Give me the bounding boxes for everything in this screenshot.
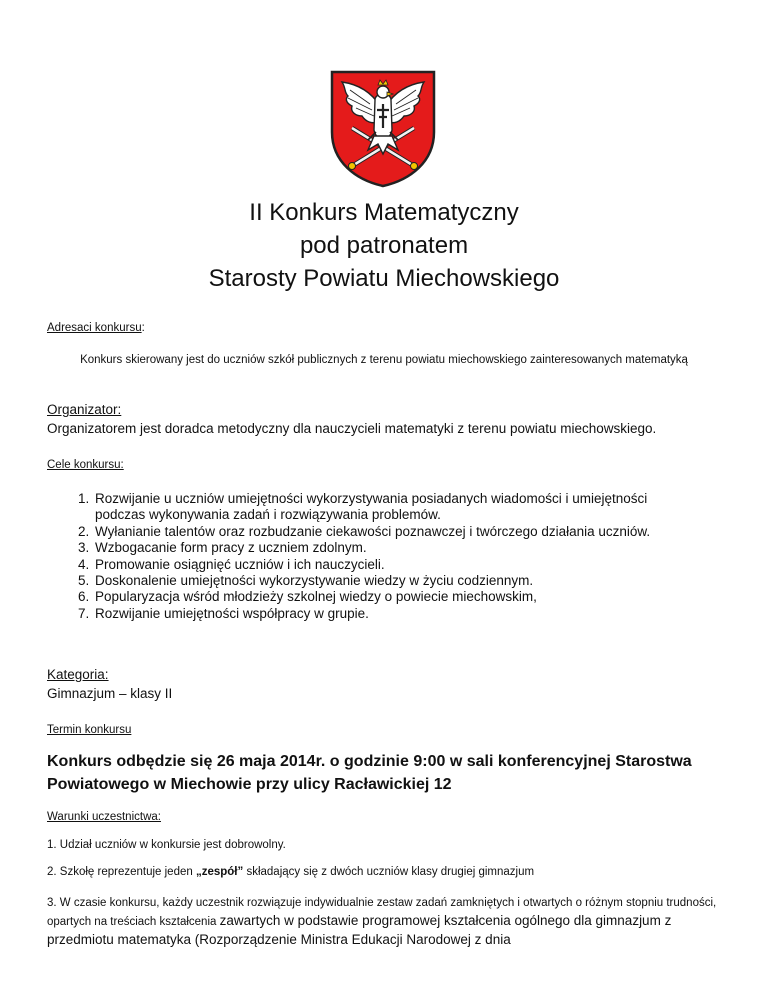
goal-item-5: 5. Doskonalenie umiejętności wykorzystywanie wiedzy w życiu codziennym. bbox=[93, 573, 682, 589]
goal-item-4: 4. Promowanie osiągnięć uczniów i ich nauczycieli. bbox=[93, 557, 682, 573]
date-text: Konkurs odbędzie się 26 maja 2014r. o godzinie 9:00 w sali konferencyjnej Starostwa Powiatowego w Miechowie przy ulicy Racławickiej 12 bbox=[47, 753, 692, 793]
document-title bbox=[0, 196, 768, 295]
condition-3: 3. W czasie konkursu, każdy uczestnik rozwiązuje indywidualnie zestaw zadań zamkniętych i otwartych o różnym stopniu trudności, opartych na treściach kształcenia zawartych w podstawie programowej kształcenia ogólnego dla gimnazjum z przedmiotu matematyka (Rozporządzenie Ministra Edukacji Narodowej z dnia bbox=[47, 897, 717, 947]
conditions-heading: Warunki uczestnictwa: bbox=[47, 811, 161, 823]
goals-list bbox=[47, 491, 682, 622]
coat-of-arms-icon bbox=[330, 70, 436, 188]
organizer-text: Organizatorem jest doradca metodyczny dla nauczycieli matematyki z terenu powiatu miechowskiego. bbox=[47, 421, 657, 436]
goal-item-1: 1. Rozwijanie u uczniów umiejętności wykorzystywania posiadanych wiadomości i umiejętności podczas wykonywania zadań i rozwiązywania problemów. bbox=[93, 491, 682, 524]
title-line-1: II Konkurs Matematyczny bbox=[249, 199, 519, 226]
recipients-heading: Adresaci konkursu: bbox=[47, 322, 145, 334]
title-line-3: Starosty Powiatu Miechowskiego bbox=[208, 265, 560, 292]
condition-2: 2. Szkołę reprezentuje jeden „zespół” składający się z dwóch uczniów klasy drugiej gimnazjum bbox=[47, 866, 535, 878]
organizer-heading: Organizator: bbox=[47, 402, 122, 417]
goal-item-7: 7. Rozwijanie umiejętności współpracy w grupie. bbox=[93, 606, 682, 622]
goals-heading: Cele konkursu: bbox=[47, 459, 124, 471]
goal-item-3: 3. Wzbogacanie form pracy z uczniem zdolnym. bbox=[93, 540, 682, 556]
title-line-2: pod patronatem bbox=[299, 232, 469, 259]
goal-item-2: 2. Wyłanianie talentów oraz rozbudzanie ciekawości poznawczej i twórczego działania uczniów. bbox=[93, 524, 682, 540]
category-heading: Kategoria: bbox=[47, 667, 109, 682]
goal-item-6: 6. Popularyzacja wśród młodzieży szkolnej wiedzy o powiecie miechowskim, bbox=[93, 589, 682, 605]
date-heading: Termin konkursu bbox=[47, 724, 132, 736]
recipients-text: Konkurs skierowany jest do uczniów szkół publicznych z terenu powiatu miechowskiego zainteresowanych matematyką bbox=[80, 354, 688, 366]
condition-1: 1. Udział uczniów w konkursie jest dobrowolny. bbox=[47, 839, 286, 851]
category-text: Gimnazjum – klasy II bbox=[47, 686, 173, 701]
